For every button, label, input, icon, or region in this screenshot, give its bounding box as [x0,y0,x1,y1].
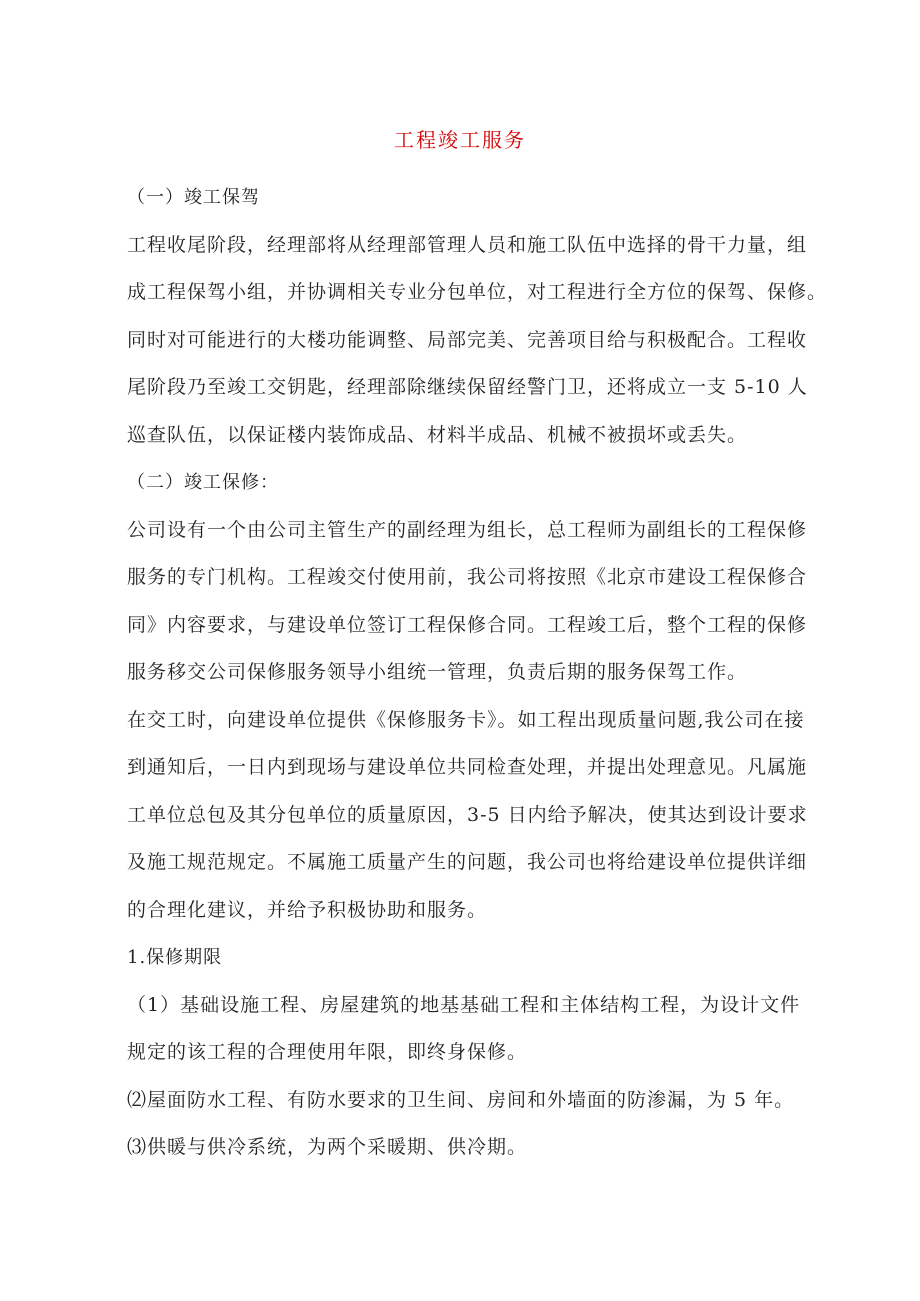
section-2-paragraph-2-line: 到通知后，一日内到现场与建设单位共同检查处理，并提出处理意见。凡属施 [127,756,808,778]
section-1-line: 工程收尾阶段，经理部将从经理部管理人员和施工队伍中选择的骨干力量，组 [127,233,808,256]
section-3-heading: 1.保修期限 [127,947,223,968]
section-1-line: 成工程保驾小组，并协调相关专业分包单位，对工程进行全方位的保驾、保修。 [127,281,828,303]
section-1-heading: （一）竣工保驾 [127,187,260,208]
warranty-item-line: （1）基础设施工程、房屋建筑的地基基础工程和主体结构工程，为设计文件 [127,993,801,1016]
section-2-paragraph-1-line: 公司设有一个由公司主管生产的副经理为组长，总工程师为副组长的工程保修 [127,518,808,541]
warranty-item-line: 规定的该工程的合理使用年限，即终身保修。 [127,1041,528,1063]
section-2-paragraph-1-line: 服务移交公司保修服务领导小组统一管理，负责后期的服务保驾工作。 [127,661,748,683]
section-2-paragraph-2-line: 在交工时，向建设单位提供《保修服务卡》。如工程出现质量问题,我公司在接 [127,708,805,731]
section-1 [127,174,828,1172]
section-1-line: 巡查队伍，以保证楼内装饰成品、材料半成品、机械不被损坏或丢失。 [127,423,748,446]
section-2-heading: （二）竣工保修： [127,472,279,493]
section-2-paragraph-1-line: 服务的专门机构。工程竣交付使用前，我公司将按照《北京市建设工程保修合 [127,566,808,588]
warranty-item-line: ⑶供暖与供冷系统，为两个采暖期、供冷期。 [127,1136,528,1158]
document-title: 工程竣工服务 [394,128,526,152]
section-2-paragraph-2-line: 及施工规范规定。不属施工质量产生的问题，我公司也将给建设单位提供详细 [127,851,808,873]
section-2-paragraph-1-line: 同》内容要求，与建设单位签订工程保修合同。工程竣工后，整个工程的保修 [127,613,808,636]
warranty-item-line: ⑵屋面防水工程、有防水要求的卫生间、房间和外墙面的防渗漏，为 5 年。 [127,1088,795,1111]
section-2-paragraph-2-line: 工单位总包及其分包单位的质量原因，3-5 日内给予解决，使其达到设计要求 [127,803,808,826]
section-2-paragraph-2-line: 的合理化建议，并给予积极协助和服务。 [127,898,488,921]
section-1-line: 尾阶段乃至竣工交钥匙，经理部除继续保留经警门卫，还将成立一支 5-10 人 [127,376,808,398]
section-1-line: 同时对可能进行的大楼功能调整、局部完美、完善项目给与积极配合。工程收 [127,328,808,351]
